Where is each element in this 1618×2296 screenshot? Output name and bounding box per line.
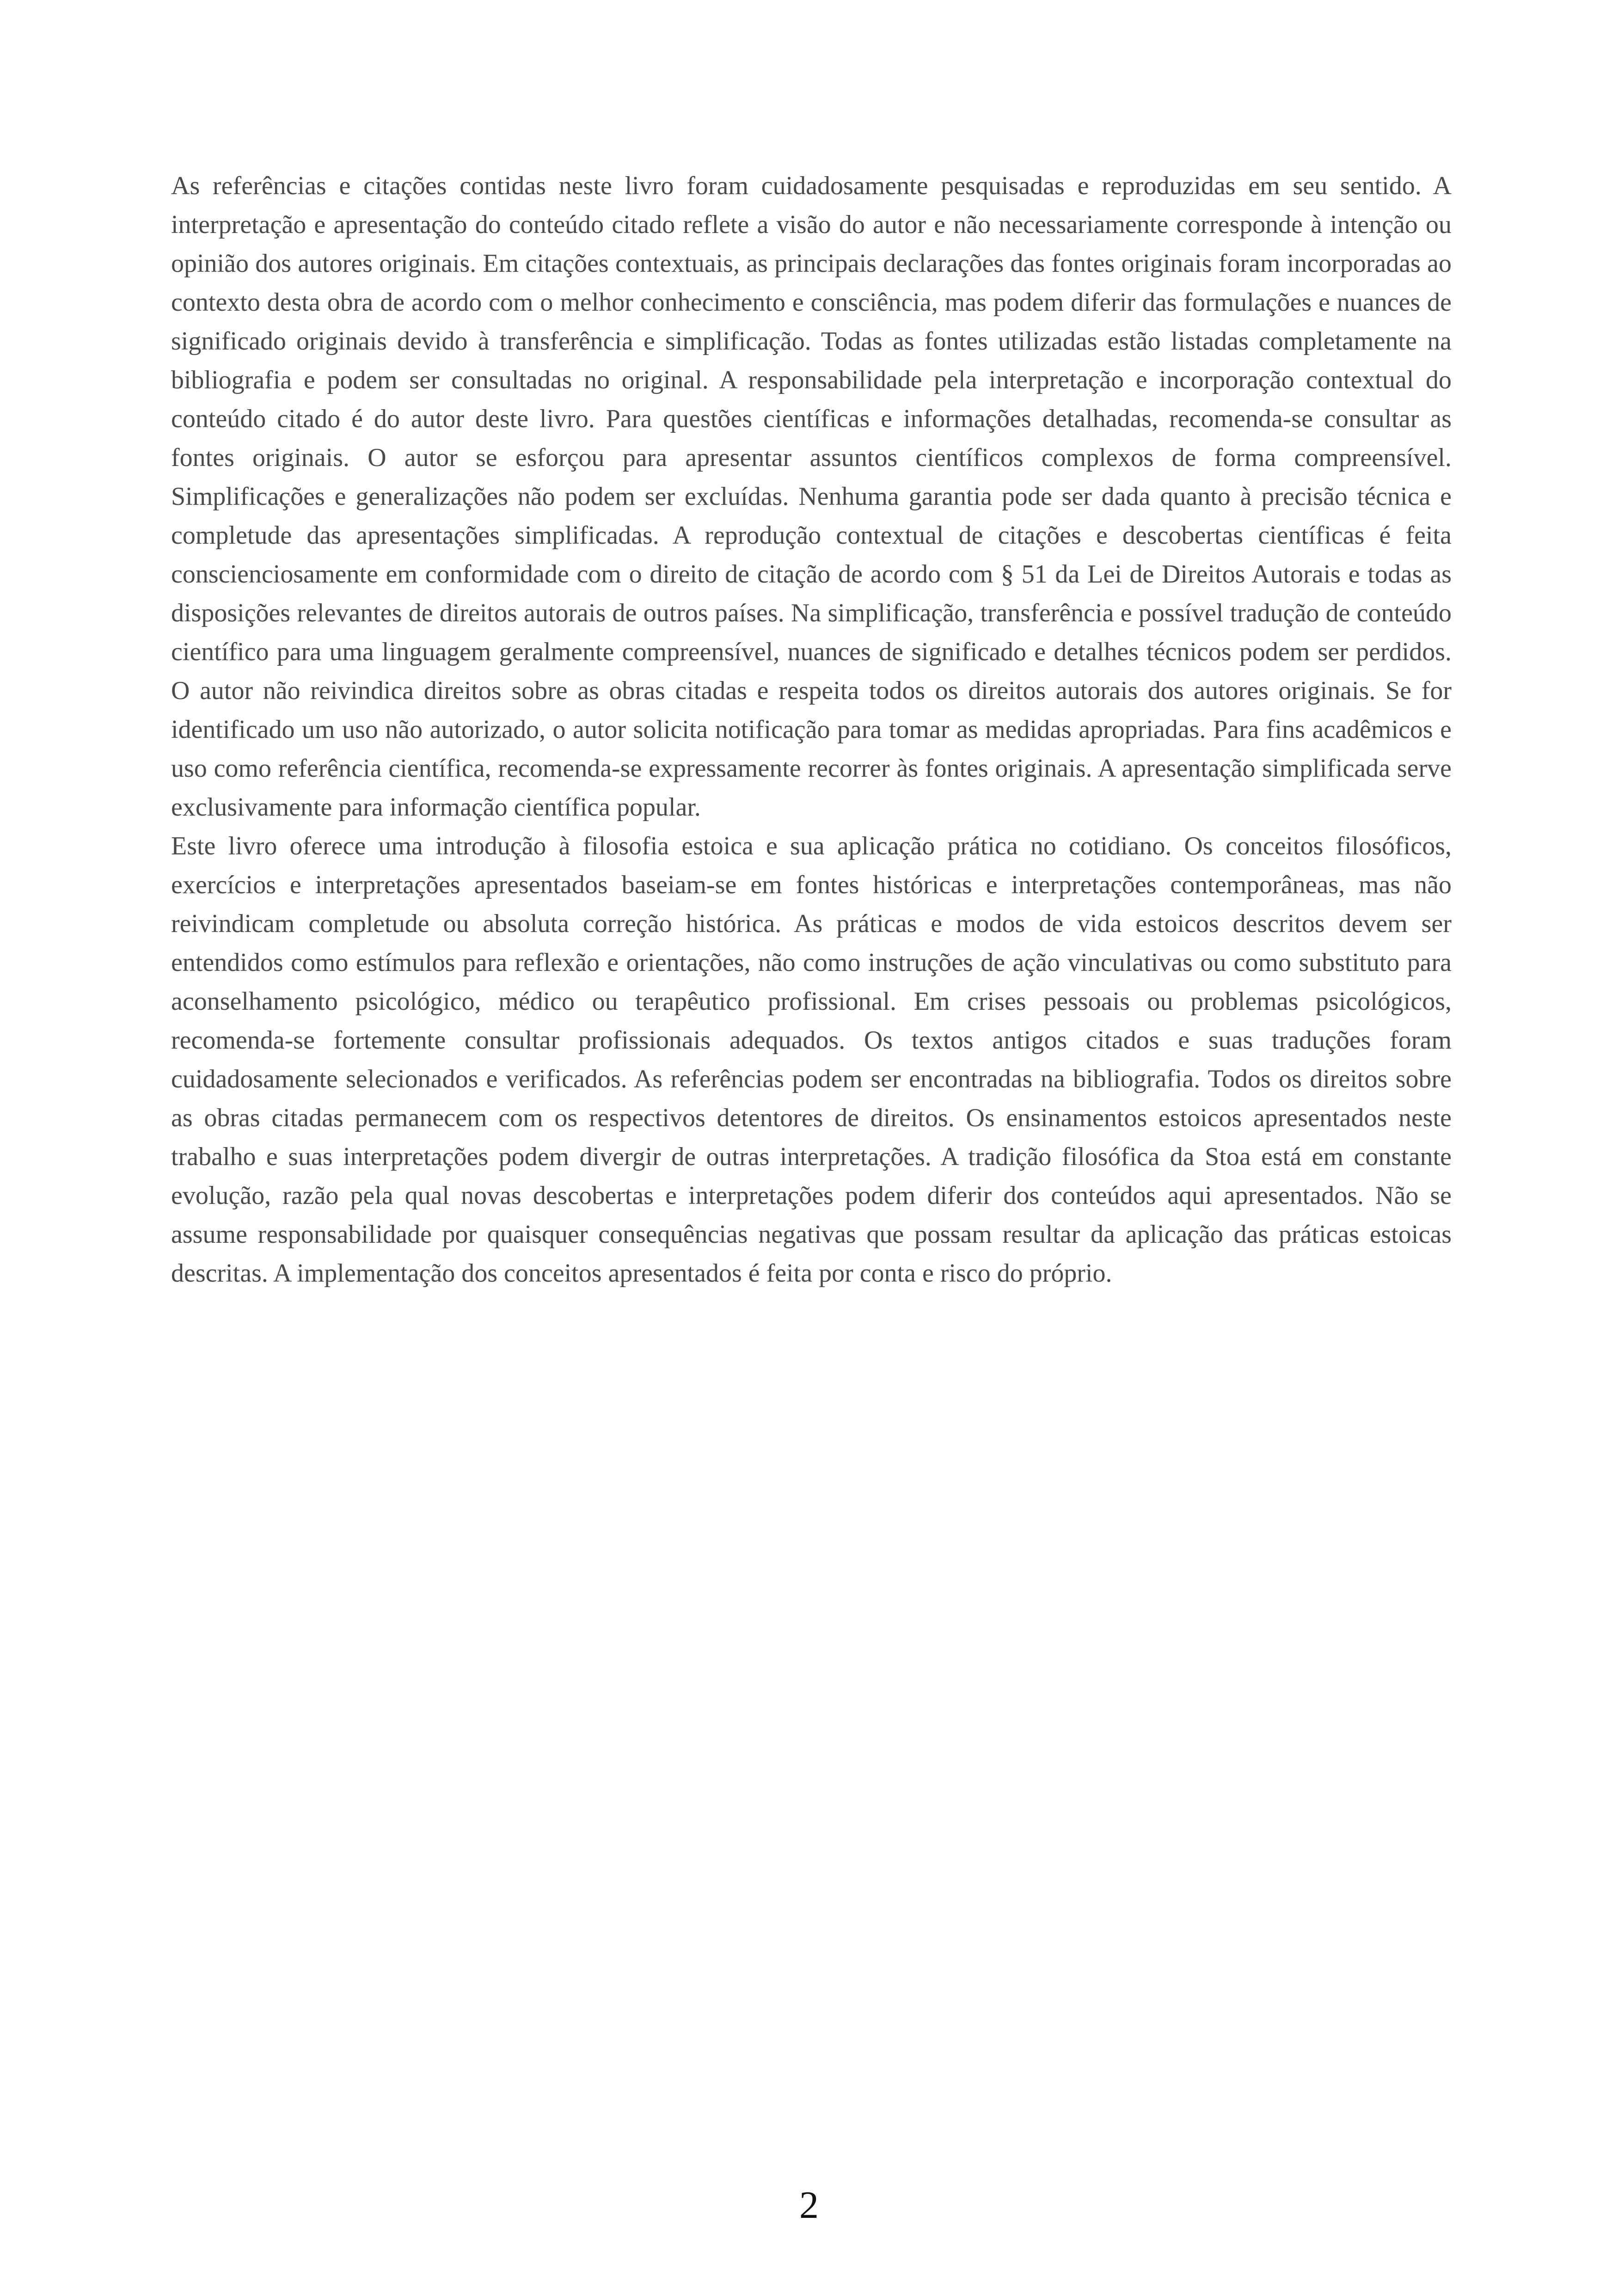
body-text: [171, 166, 1452, 1293]
disclaimer-paragraph-citations: As referências e citações contidas neste livro foram cuidadosamente pesquisadas e reproduzidas em seu sentido. A interpretação e apresentação do conteúdo citado reflete a visão do autor e não necessariamente corresponde à intenção ou opinião dos autores originais. Em citações contextuais, as principais declarações das fontes originais foram incorporadas ao contexto desta obra de acordo com o melhor conhecimento e consciência, mas podem diferir das formulações e nuances de significado originais devido à transferência e simplificação. Todas as fontes utilizadas estão listadas completamente na bibliografia e podem ser consultadas no original. A responsabilidade pela interpretação e incorporação contextual do conteúdo citado é do autor deste livro. Para questões científicas e informações detalhadas, recomenda-se consultar as fontes originais. O autor se esforçou para apresentar assuntos científicos complexos de forma compreensível. Simplificações e generalizações não podem ser excluídas. Nenhuma garantia pode ser dada quanto à precisão técnica e completude das apresentações simplificadas. A reprodução contextual de citações e descobertas científicas é feita conscienciosamente em conformidade com o direito de citação de acordo com § 51 da Lei de Direitos Autorais e todas as disposições relevantes de direitos autorais de outros países. Na simplificação, transferência e possível tradução de conteúdo científico para uma linguagem geralmente compreensível, nuances de significado e detalhes técnicos podem ser perdidos. O autor não reivindica direitos sobre as obras citadas e respeita todos os direitos autorais dos autores originais. Se for identificado um uso não autorizado, o autor solicita notificação para tomar as medidas apropriadas. Para fins acadêmicos e uso como referência científica, recomenda-se expressamente recorrer às fontes originais. A apresentação simplificada serve exclusivamente para informação científica popular.: [171, 172, 1452, 822]
page-number: 2: [799, 2184, 819, 2227]
disclaimer-paragraph-stoicism: Este livro oferece uma introdução à filosofia estoica e sua aplicação prática no cotidiano. Os conceitos filosóficos, exercícios e interpretações apresentados baseiam-se em fontes históricas e interpretações contemporâneas, mas não reivindicam completude ou absoluta correção histórica. As práticas e modos de vida estoicos descritos devem ser entendidos como estímulos para reflexão e orientações, não como instruções de ação vinculativas ou como substituto para aconselhamento psicológico, médico ou terapêutico profissional. Em crises pessoais ou problemas psicológicos, recomenda-se fortemente consultar profissionais adequados. Os textos antigos citados e suas traduções foram cuidadosamente selecionados e verificados. As referências podem ser encontradas na bibliografia. Todos os direitos sobre as obras citadas permanecem com os respectivos detentores de direitos. Os ensinamentos estoicos apresentados neste trabalho e suas interpretações podem divergir de outras interpretações. A tradição filosófica da Stoa está em constante evolução, razão pela qual novas descobertas e interpretações podem diferir dos conteúdos aqui apresentados. Não se assume responsabilidade por quaisquer consequências negativas que possam resultar da aplicação das práticas estoicas descritas. A implementação dos conceitos apresentados é feita por conta e risco do próprio.: [171, 832, 1452, 1288]
